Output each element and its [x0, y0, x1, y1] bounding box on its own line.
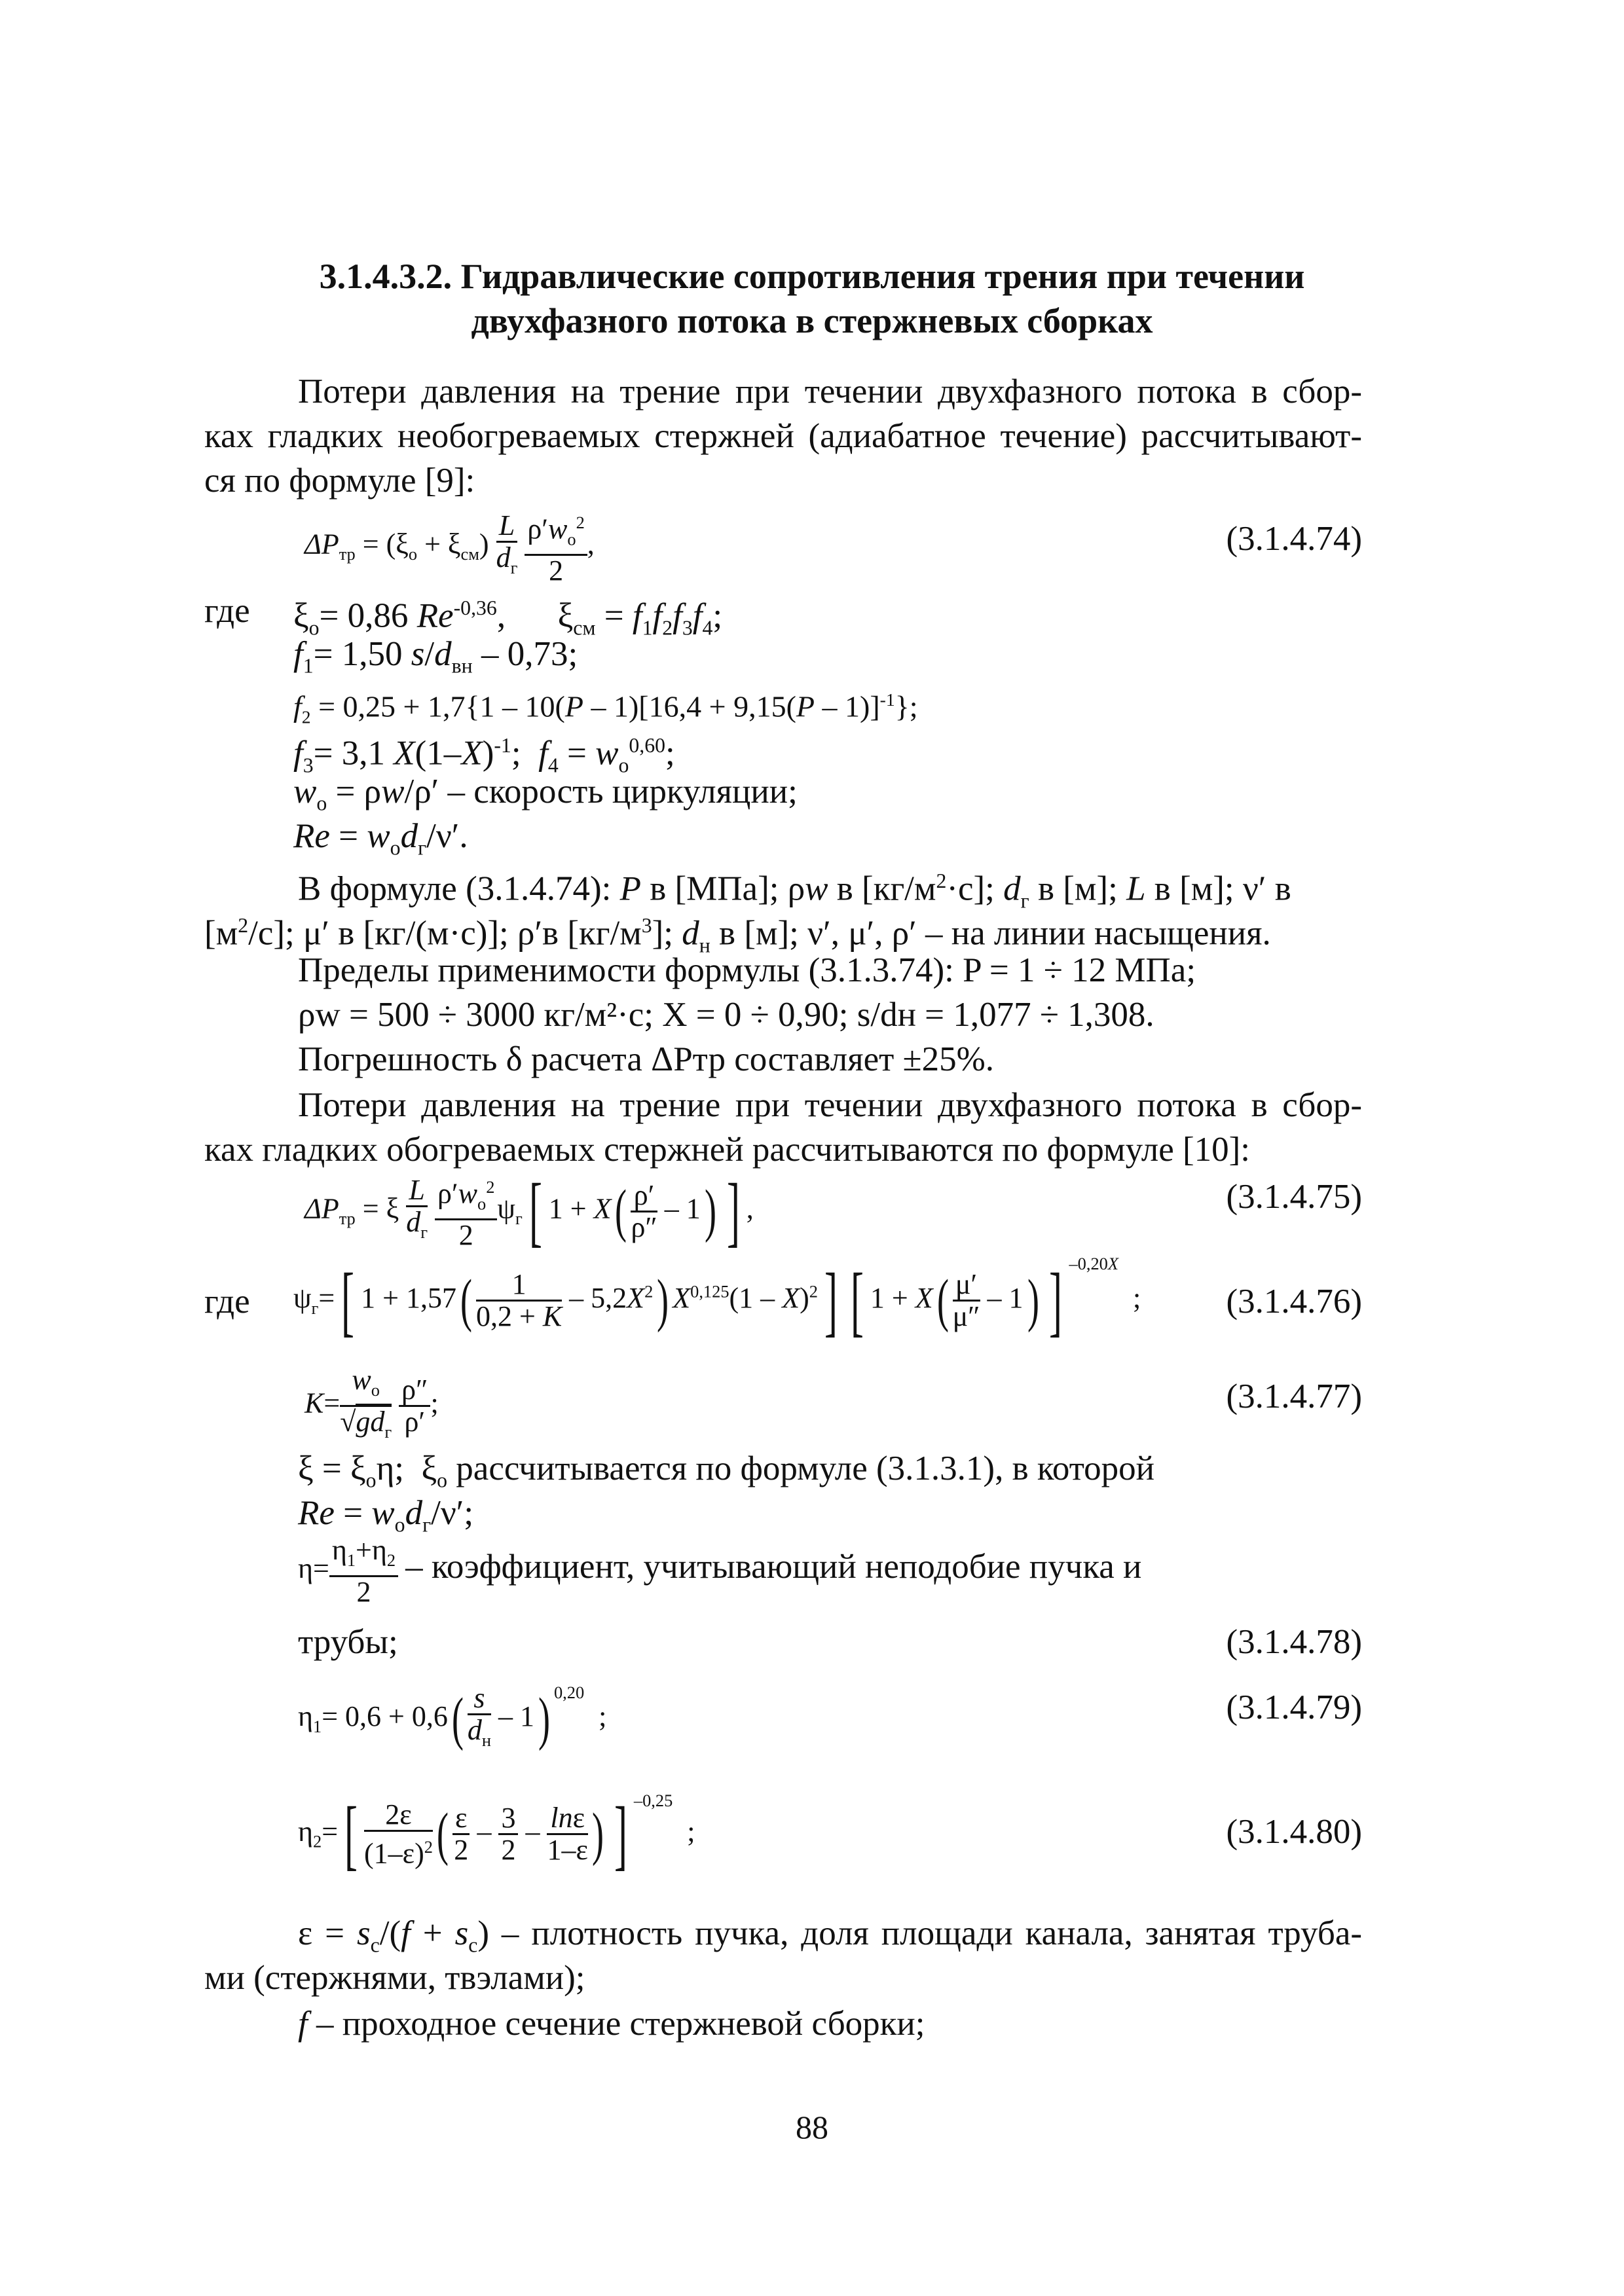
re-line-2: $Re = w_оd_г/\nu'$;: [298, 1494, 474, 1537]
def-f2: $f_2 = 0,25 + 1,7\{1 - 10(P - 1)[16,4 + 9,15(P - 1)]^{-1}\}$;: [293, 689, 918, 727]
def-f3-f4: $f_3= 3,1$ $X(1-X)^{-1}$; $f_4 = w_о^{0,60}$;: [293, 734, 675, 777]
def-xi0: $\xi_о= 0,86$ $Re^{-0,36}$, $\xi_{см} = f_1f_2f_3f_4$;: [293, 596, 723, 640]
page-number: 88: [796, 2109, 828, 2145]
equation-number-80: (3.1.4.80): [1226, 1813, 1362, 1851]
eps-line2: ми (стержнями, твэлами);: [204, 1959, 585, 1997]
para2-line2: ках гладких обогреваемых стержней рассчитываются по формуле [10]:: [204, 1131, 1251, 1169]
section-heading-line2: двухфазного потока в стержневых сборках: [471, 301, 1153, 340]
eta-formula: η= $\frac{\eta_1+\eta_2}{2}$ – коэффициент, учитывающий неподобие пучка и: [298, 1534, 1142, 1608]
equation-number-79: (3.1.4.79): [1226, 1688, 1362, 1726]
equation-number-78: (3.1.4.78): [1226, 1623, 1362, 1661]
limits-line2: ρw = 500 ÷ 3000 кг/м²·с; X = 0 ÷ 0,90; s/dн = 1,077 ÷ 1,308.: [298, 996, 1154, 1034]
def-re: $Re = w_оd_г/\nu'$.: [293, 817, 468, 860]
eps-line1: $\varepsilon = s_c/(f + s_c)$ – плотность пучка, доля площади канала, занятая труба-: [298, 1914, 1362, 1957]
formula-3-1-4-74: $\Delta P_{тр} = (\xi_о + \xi_{см})$ $\frac{L}{d_г}$ $\frac{\rho'w_о^2}{2}$ ,: [304, 507, 595, 586]
equation-number-74: (3.1.4.74): [1226, 520, 1362, 558]
equation-number-77: (3.1.4.77): [1226, 1377, 1362, 1415]
units-line2: $[м^2/с]$; μ′ в [кг/(м·с)]; ρ′в $[кг/м^3]$; $d_н$ в [м]; ν′, μ′, ρ′ – на линии насыщения.: [204, 914, 1271, 957]
formula-3-1-4-75: $\Delta P_{тр} = \xi$ $\frac{L}{d_г}$ $\frac{\rho'w_о^2}{2}$ $\psi_г$[ 1 + X( $\frac{\rho'}{\rho''}$ – 1) ] ,: [304, 1167, 754, 1255]
xi-line: $\xi = \xi_о\eta$; $\xi_о$ рассчитывается по формуле (3.1.3.1), в которой: [298, 1449, 1155, 1492]
def-f1: $f_1= 1,50$ $s/d_{вн} - 0,73$;: [293, 635, 578, 678]
para1-line1: Потери давления на трение при течении двухфазного потока в сбор-: [298, 373, 1362, 410]
where-label-1: где: [204, 592, 250, 630]
para1-line3: ся по формуле [9]:: [204, 462, 475, 500]
tubes-line: трубы;: [298, 1623, 398, 1661]
error-line: Погрешность δ расчета ΔPтр составляет ±25%.: [298, 1040, 995, 1078]
f-line: f – проходное сечение стержневой сборки;: [298, 2005, 925, 2043]
formula-3-1-4-76: $\psi_г=$[ 1 + 1,57( $\frac{1}{0,2 + K}$ – $5,2X^2$) X$^{0,125}$(1 – X)$^2$] [ 1 + X( $\frac{\mu'}{\mu''}$ – 1) ] $^{-0,20X}$ ;: [293, 1254, 1141, 1344]
formula-3-1-4-79: $\eta_1= 0,6 + 0,6$( $\frac{s}{d_н}$ – 1) $^{0,20}$ ;: [298, 1682, 607, 1752]
def-w0: $w_о = \rho w/\rho'$ – скорость циркуляции;: [293, 773, 798, 815]
limits-line1: Пределы применимости формулы (3.1.3.74): P = 1 ÷ 12 МПа;: [298, 951, 1196, 989]
equation-number-76: (3.1.4.76): [1226, 1283, 1362, 1321]
section-heading-line1: 3.1.4.3.2. Гидравлические сопротивления трения при течении: [319, 257, 1305, 296]
para2-line1: Потери давления на трение при течении двухфазного потока в сбор-: [298, 1086, 1362, 1124]
where-label-2: где: [204, 1283, 250, 1321]
equation-number-75: (3.1.4.75): [1226, 1178, 1362, 1216]
formula-3-1-4-77: K= $\frac{w_о}{√gd_г}$ $\frac{\rho''}{\rho'}$ ;: [304, 1364, 439, 1442]
para1-line2: ках гладких необогреваемых стержней (адиабатное течение) рассчитывают-: [204, 417, 1362, 455]
formula-3-1-4-80: $\eta_2=$[ $\frac{2\varepsilon}{(1-\varepsilon)^2}$ ( $\frac{\varepsilon}{2}$ – $\frac{3}{2}$ – $\frac{\ln\varepsilon}{1-\varepsilon}$ ) ] $^{-0,25}$ ;: [298, 1790, 695, 1878]
units-line1: В формуле (3.1.4.74): P в [МПа]; ρw в $[кг/м^2\cdot с]$; $d_г$ в [м]; L в [м]; ν′ в: [298, 869, 1291, 913]
